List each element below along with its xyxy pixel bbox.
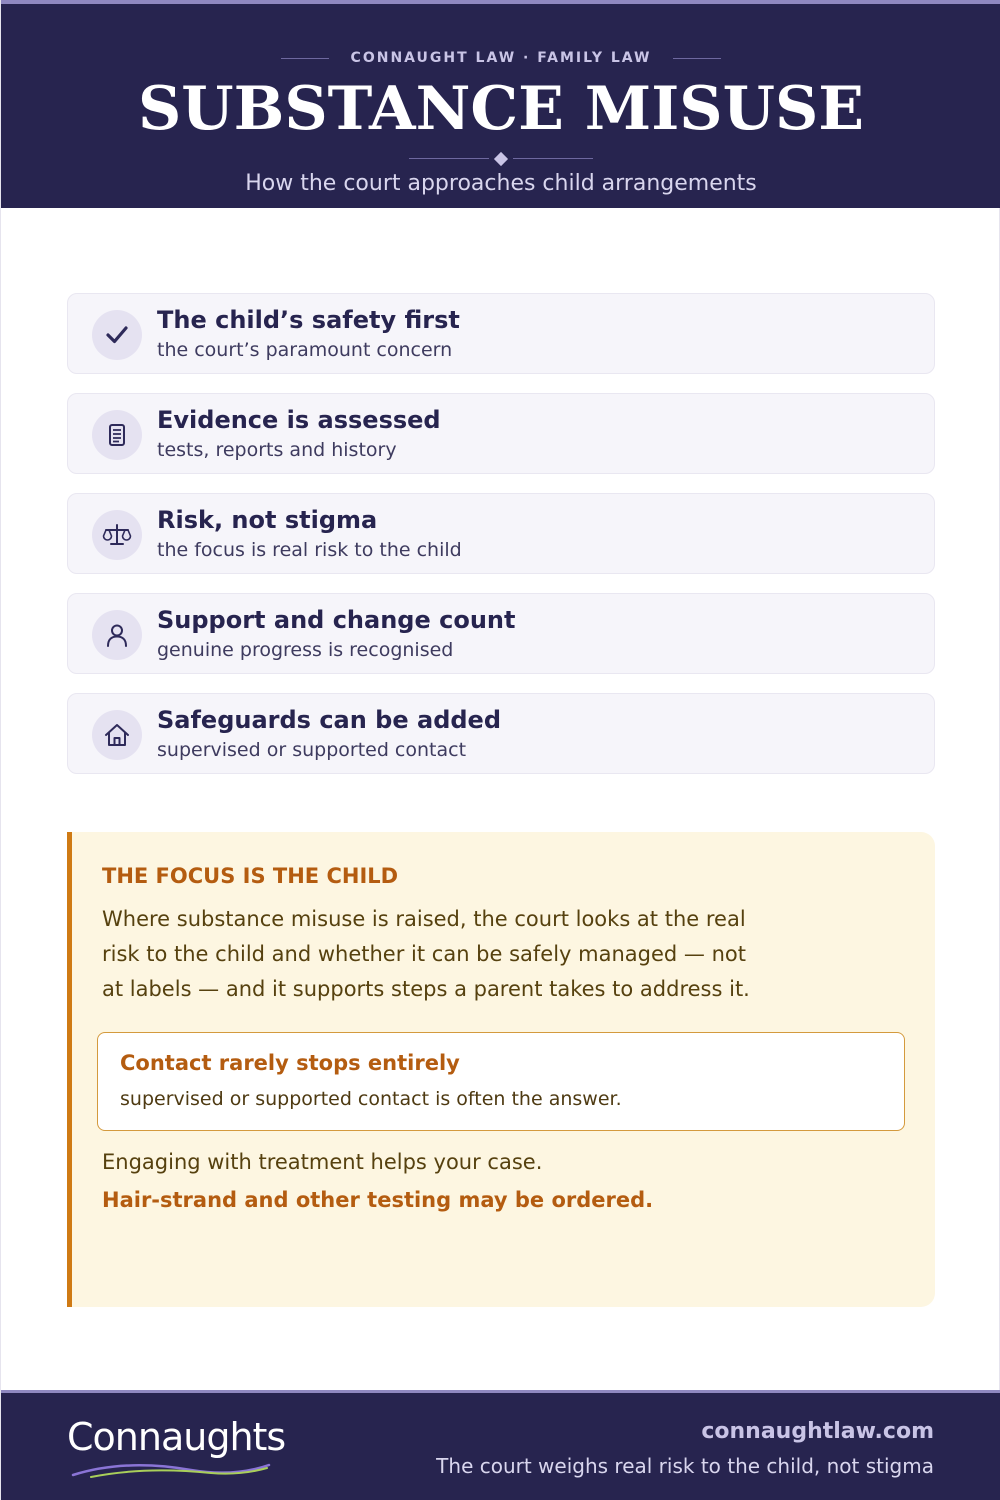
title-divider [409,152,593,166]
principle-subtitle: the court’s paramount concern [157,339,453,361]
kicker-row [1,50,1000,66]
callout-body: Where substance misuse is raised, the court looks at the real risk to the child and whether it can be safely managed — not at labels — and it supports steps a parent takes to address it. [102,907,750,1001]
principle-subtitle: the focus is real risk to the child [157,539,462,561]
treatment-note: Engaging with treatment helps your case. [102,1150,543,1174]
header-banner [1,0,1000,208]
principle-subtitle: supervised or supported contact [157,739,467,761]
kicker-rule-left [281,58,329,59]
scales-icon [92,510,142,560]
testing-note: Hair-strand and other testing may be ordered. [102,1188,654,1212]
footer-tagline: The court weighs real risk to the child, not stigma [436,1454,934,1478]
principle-card-evidence [67,393,935,474]
principle-title: Evidence is assessed [157,406,441,434]
contact-note-box [97,1032,905,1131]
kicker-text: CONNAUGHT LAW · FAMILY LAW [350,50,652,66]
diamond-icon [494,152,508,166]
principle-title: The child’s safety first [157,306,460,334]
website-link[interactable]: connaughtlaw.com [701,1419,934,1444]
principle-title: Risk, not stigma [157,506,378,534]
footer-bar [1,1390,1000,1500]
kicker-rule-right [673,58,721,59]
page-subtitle: How the court approaches child arrangements [245,171,757,196]
principle-card-support [67,593,935,674]
principle-card-safeguards [67,693,935,774]
person-icon [92,610,142,660]
principle-card-safety [67,293,935,374]
focus-callout [67,832,935,1307]
contact-note-text: supervised or supported contact is often the answer. [120,1088,622,1110]
contact-note-title: Contact rarely stops entirely [120,1051,460,1075]
check-icon [92,310,142,360]
page-title: SUBSTANCE MISUSE [137,74,865,144]
callout-heading: THE FOCUS IS THE CHILD [102,864,399,888]
document-icon [92,410,142,460]
principles-list [67,293,935,793]
logo-swoosh-icon [71,1461,271,1481]
principle-card-risk [67,493,935,574]
principle-subtitle: genuine progress is recognised [157,639,454,661]
principle-subtitle: tests, reports and history [157,439,397,461]
logo-text: Connaughts [67,1415,286,1459]
principle-title: Safeguards can be added [157,706,502,734]
connaughts-logo [67,1415,287,1485]
home-icon [92,710,142,760]
principle-title: Support and change count [157,606,516,634]
